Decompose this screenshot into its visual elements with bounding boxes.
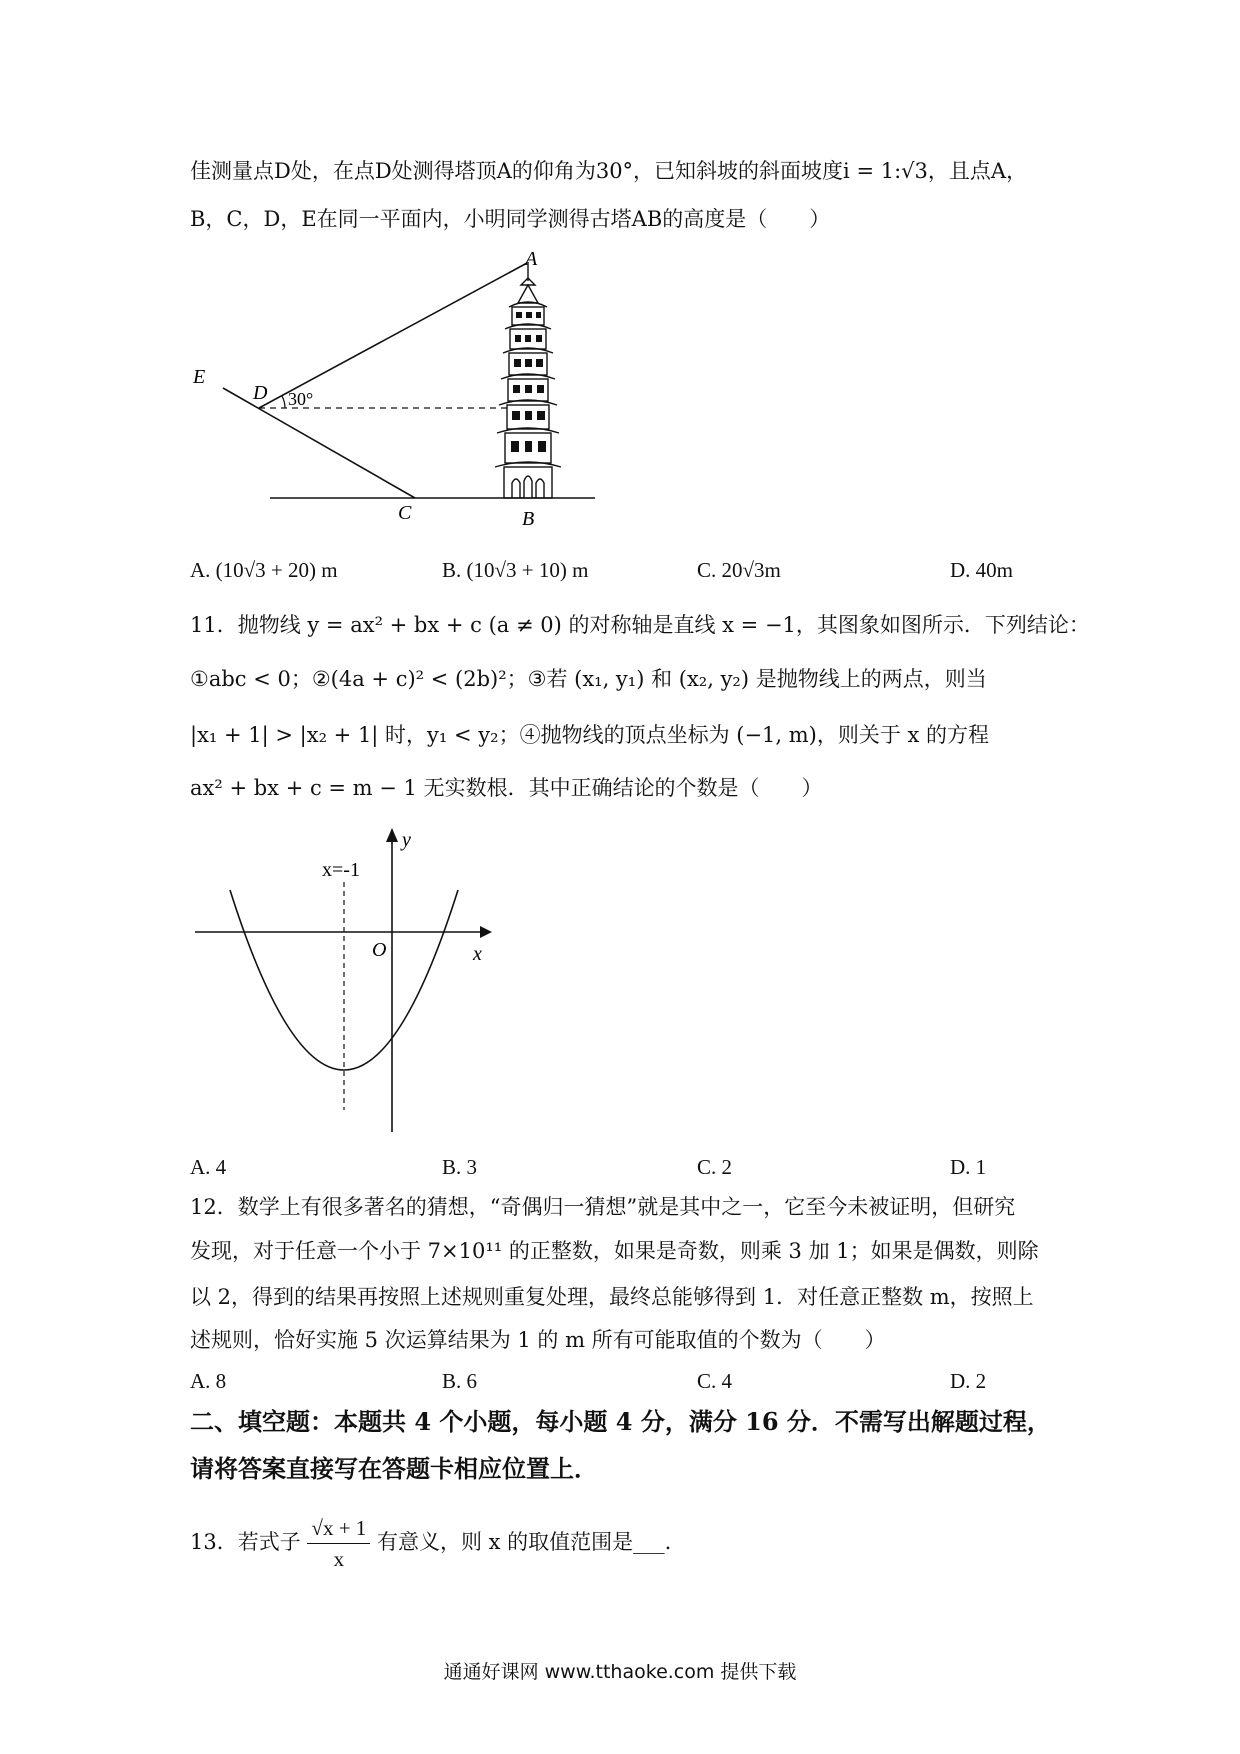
q12-option-a: A. 8 [190, 1369, 227, 1393]
parabola-figure [190, 820, 510, 1140]
section-2-heading-line-2: 请将答案直接写在答题卡相应位置上． [190, 1454, 598, 1483]
q10-option-d: D. 40m [950, 558, 1013, 582]
q11-option-c: C. 2 [697, 1155, 733, 1179]
q12-option-c: C. 4 [697, 1369, 733, 1393]
label-a: A [525, 248, 538, 270]
q12-text-line-2: 发现，对于任意一个小于 7×10¹¹ 的正整数，如果是奇数，则乘 3 加 1；如果是偶数，则除 [190, 1239, 1039, 1263]
q12-text-line-1: 12．数学上有很多著名的猜想，“奇偶归一猜想”就是其中之一，它至今未被证明，但研究 [190, 1195, 1016, 1219]
q13-fraction [307, 1515, 370, 1572]
section-2-heading-line-1: 二、填空题：本题共 4 个小题，每小题 4 分，满分 16 分．不需写出解题过程， [190, 1407, 1051, 1436]
q13-denominator: x [333, 1547, 345, 1571]
angle-label: 30° [288, 389, 314, 409]
pagoda-drawing [495, 262, 561, 498]
label-e: E [193, 366, 206, 388]
q10-text-line-1: 佳测量点D处，在点D处测得塔顶A的仰角为30°，已知斜坡的斜面坡度i = 1:√3，且点A， [190, 159, 1028, 183]
q13-text [190, 1510, 671, 1574]
q11-option-d: D. 1 [950, 1155, 987, 1179]
q10-option-b: B. (10√3 + 10) m [442, 558, 589, 582]
x-axis-label: x [473, 943, 482, 965]
label-d: D [253, 382, 268, 404]
page-footer: 通通好课网 www.tthaoke.com 提供下载 [443, 1661, 797, 1683]
origin-label: O [372, 939, 387, 961]
q12-text-line-3: 以 2，得到的结果再按照上述规则重复处理，最终总能够得到 1．对任意正整数 m，按照上 [190, 1285, 1034, 1309]
q10-option-a: A. (10√3 + 20) m [190, 558, 338, 582]
q12-option-b: B. 6 [442, 1369, 478, 1393]
q10-option-c: C. 20√3m [697, 558, 781, 582]
q11-option-a: A. 4 [190, 1155, 227, 1179]
q11-text-line-4: ax² + bx + c = m − 1 无实数根．其中正确结论的个数是（ ） [190, 776, 823, 800]
q11-text-line-3: |x₁ + 1| > |x₂ + 1| 时，y₁ < y₂；④抛物线的顶点坐标为 (−1, m)，则关于 x 的方程 [190, 723, 990, 747]
label-b: B [522, 508, 535, 530]
q13-prefix: 13．若式子 [190, 1530, 301, 1554]
q13-numerator: √x + 1 [307, 1515, 370, 1544]
q11-text-line-1: 11．抛物线 y = ax² + bx + c (a ≠ 0) 的对称轴是直线 x = −1，其图象如图所示．下列结论： [190, 613, 1090, 637]
q11-text-line-2: ①abc < 0；②(4a + c)² < (2b)²；③若 (x₁, y₁) 和 (x₂, y₂) 是抛物线上的两点，则当 [190, 667, 987, 691]
q10-text-line-2: B，C，D，E在同一平面内，小明同学测得古塔AB的高度是（ ） [190, 207, 831, 231]
q11-option-b: B. 3 [442, 1155, 478, 1179]
label-c: C [398, 502, 412, 524]
pagoda-slope-figure [185, 245, 605, 530]
symmetry-axis-label: x=-1 [322, 859, 360, 881]
y-axis-label: y [402, 829, 411, 851]
parabola-curve [230, 890, 458, 1070]
q12-text-line-4: 述规则，恰好实施 5 次运算结果为 1 的 m 所有可能取值的个数为（ ） [190, 1328, 886, 1352]
q13-suffix: 有意义，则 x 的取值范围是___. [376, 1530, 672, 1554]
q12-option-d: D. 2 [950, 1369, 987, 1393]
